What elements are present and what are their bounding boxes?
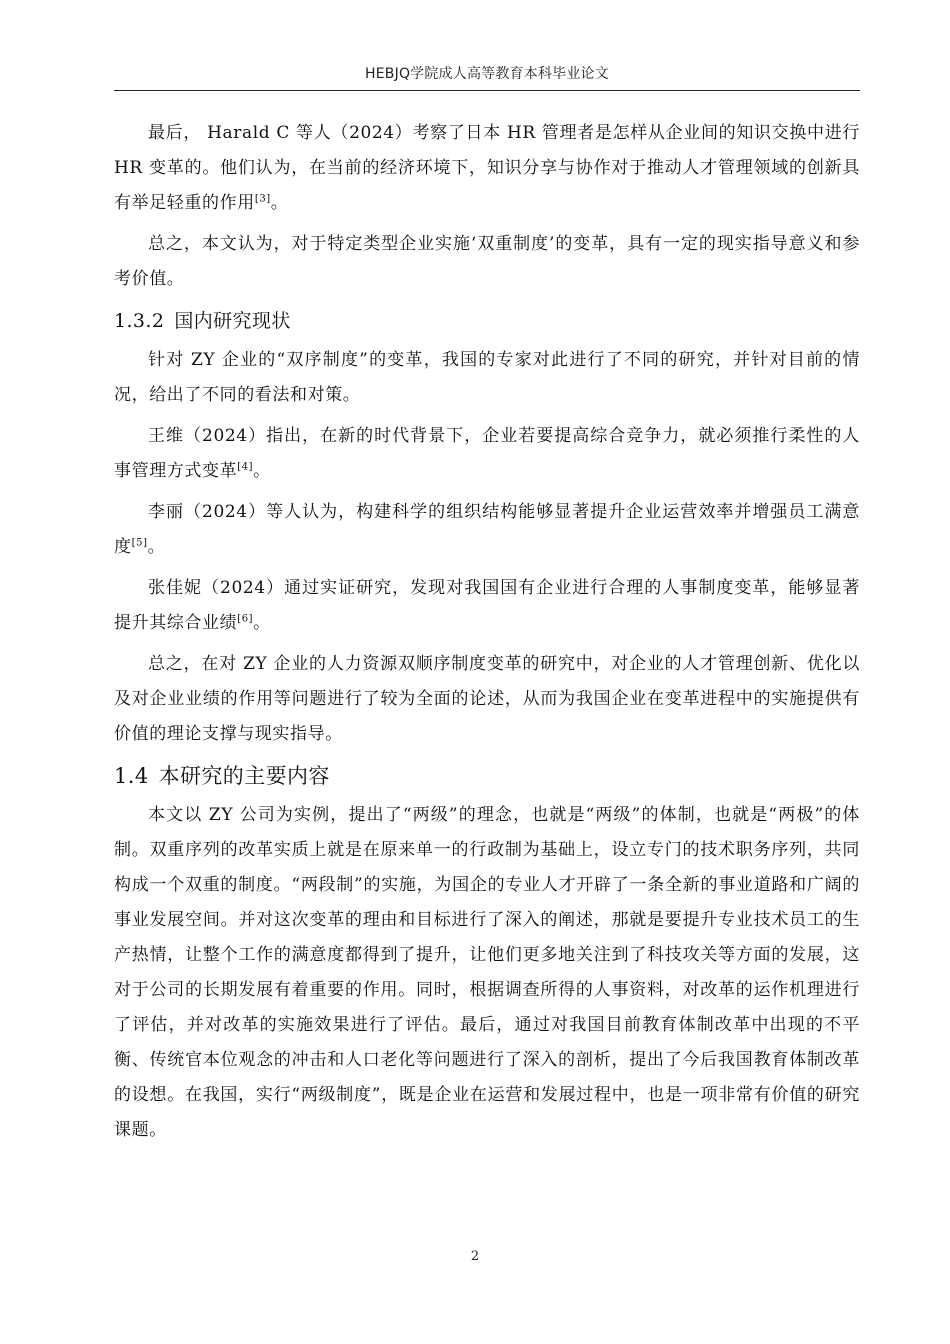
paragraph-text: 李丽（2024）等人认为，构建科学的组织结构能够显著提升企业运营效率并增强员工满意度 [114, 502, 860, 557]
citation-ref: [4] [237, 461, 254, 473]
paragraph-main-content [114, 798, 860, 1148]
citation-ref: [6] [237, 613, 254, 625]
paragraph-end: 。 [253, 613, 271, 633]
paragraph-text: 总之，本文认为，对于特定类型企业实施‘双重制度’的变革，具有一定的现实指导意义和参考价值。 [114, 234, 860, 289]
section-heading-1-3-2 [114, 303, 860, 339]
section-heading-1-4 [114, 758, 860, 794]
document-body [114, 116, 860, 1154]
paragraph-text: 总之，在对 ZY 企业的人力资源双顺序制度变革的研究中，对企业的人才管理创新、优化以及对企业业绩的作用等问题进行了较为全面的论述，从而为我国企业在变革进程中的实施提供有价值的理论支撑与现实指导。 [114, 654, 860, 744]
paragraph-end: 。 [270, 193, 289, 213]
section-title: 本研究的主要内容 [158, 764, 330, 788]
paragraph-summary-foreign [114, 227, 860, 297]
citation-ref: [5] [131, 537, 148, 549]
section-title: 国内研究现状 [174, 310, 291, 332]
paragraph-end: 。 [253, 461, 271, 481]
paragraph-text: 针对 ZY 企业的“双序制度”的变革，我国的专家对此进行了不同的研究，并针对目前的情况，给出了不同的看法和对策。 [114, 350, 860, 405]
citation-ref: [3] [254, 193, 271, 205]
header-divider [114, 90, 860, 91]
paragraph-end: 。 [147, 537, 166, 557]
running-header: HEBJQ学院成人高等教育本科毕业论文 [365, 66, 609, 82]
paragraph-lili [114, 495, 860, 565]
paragraph-text: 最后， Harald C 等人（2024）考察了日本 HR 管理者是怎样从企业间的知识交换中进行 HR 变革的。他们认为，在当前的经济环境下，知识分享与协作对于推动人才管理领域的创新具有举足轻重的作用 [114, 123, 860, 213]
section-number: 1.3.2 [114, 310, 165, 332]
paragraph-text: 王维（2024）指出，在新的时代背景下，企业若要提高综合竞争力，就必须推行柔性的人事管理方式变革 [114, 426, 860, 481]
paragraph-zy-intro [114, 343, 860, 413]
page-number: 2 [470, 1249, 480, 1264]
paragraph-harald [114, 116, 860, 221]
paragraph-summary-domestic [114, 647, 860, 752]
paragraph-text: 张佳妮（2024）通过实证研究，发现对我国国有企业进行合理的人事制度变革，能够显著提升其综合业绩 [114, 578, 860, 633]
section-number: 1.4 [114, 764, 149, 788]
paragraph-text: 本文以 ZY 公司为实例，提出了“两级”的理念，也就是“两级”的体制，也就是“两极”的体制。双重序列的改革实质上就是在原来单一的行政制为基础上，设立专门的技术职务序列，共同构成一个双重的制度。“两段制”的实施，为国企的专业人才开辟了一条全新的事业道路和广阔的事业发展空间。并对这次变革的理由和目标进行了深入的阐述，那就是要提升专业技术员工的生产热情，让整个工作的满意度都得到了提升，让他们更多地关注到了科技攻关等方面的发展，这对于公司的长期发展有着重要的作用。同时，根据调查所得的人事资料，对改革的运作机理进行了评估，并对改革的实施效果进行了评估。最后，通过对我国目前教育体制改革中出现的不平衡、传统官本位观念的冲击和人口老化等问题进行了深入的剖析，提出了今后我国教育体制改革的设想。在我国，实行“两级制度”，既是企业在运营和发展过程中，也是一项非常有价值的研究课题。 [114, 805, 860, 1140]
paragraph-zhangjiani [114, 571, 860, 641]
paragraph-wangwei [114, 419, 860, 489]
